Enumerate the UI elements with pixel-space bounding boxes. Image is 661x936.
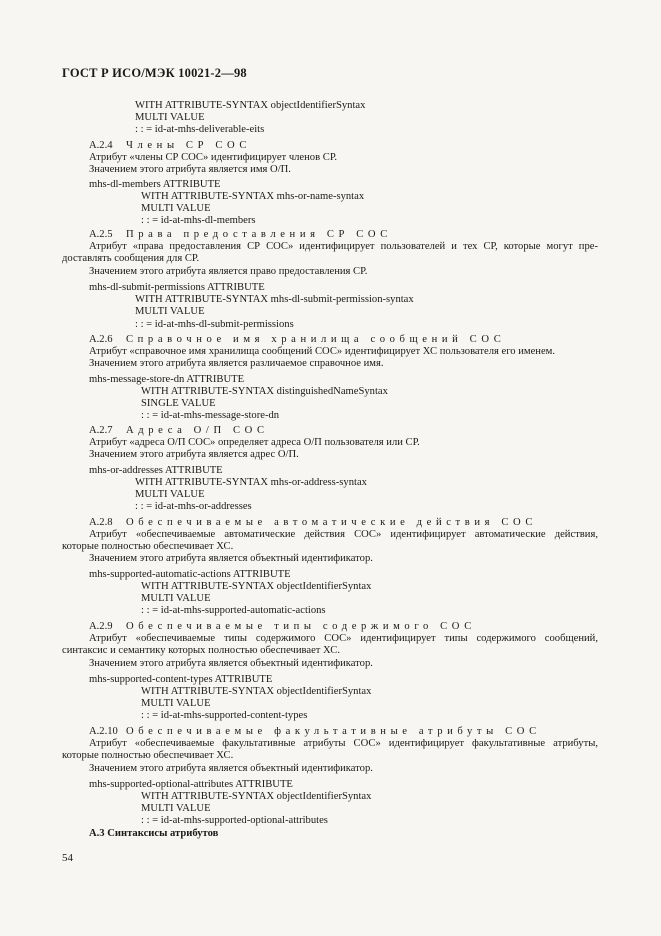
section-heading-a-3: А.3 Синтаксисы атрибутов [89, 828, 219, 839]
paragraph-line: Атрибут «права предоставления СР СОС» идентифицирует пользователей и тех СР, которые могут пре- [89, 241, 598, 252]
section-title: Адреса О/П СОС [126, 425, 269, 436]
code-line: WITH ATTRIBUTE-SYNTAX mhs-or-name-syntax [141, 191, 365, 202]
code-line: mhs-supported-optional-attributes ATTRIBUTE [89, 779, 293, 790]
code-line: MULTI VALUE [141, 203, 211, 214]
code-line: mhs-dl-members ATTRIBUTE [89, 179, 221, 190]
section-heading-a-2-8 [89, 517, 537, 529]
paragraph-line: синтаксис и семантику которых полностью обеспечивает ХС. [62, 645, 341, 656]
section-heading-a-2-5 [89, 229, 392, 241]
paragraph-line: Значением этого атрибута является имя О/П. [89, 164, 291, 175]
code-line: WITH ATTRIBUTE-SYNTAX mhs-dl-submit-permission-syntax [135, 294, 414, 305]
code-line: WITH ATTRIBUTE-SYNTAX distinguishedNameSyntax [141, 386, 388, 397]
code-line: mhs-dl-submit-permissions ATTRIBUTE [89, 282, 265, 293]
section-heading-a-2-7 [89, 425, 269, 437]
paragraph-line: Значением этого атрибута является объектный идентификатор. [89, 553, 373, 564]
paragraph-line: Атрибут «адреса О/П СОС» определяет адреса О/П пользователя или СР. [89, 437, 420, 448]
paragraph-line: Значением этого атрибута является адрес О/П. [89, 449, 299, 460]
page-number: 54 [62, 852, 73, 864]
code-line: MULTI VALUE [135, 112, 205, 123]
section-number: А.2.9 [89, 621, 113, 632]
section-title: Обеспечиваемые автоматические действия СОС [126, 517, 538, 528]
section-number: А.2.7 [89, 425, 113, 436]
section-number: А.2.8 [89, 517, 113, 528]
paragraph-line: Значением этого атрибута является право предоставления СР. [89, 266, 368, 277]
code-line: WITH ATTRIBUTE-SYNTAX objectIdentifierSyntax [135, 100, 366, 111]
code-line: : : = id-at-mhs-message-store-dn [141, 410, 280, 421]
code-line: MULTI VALUE [141, 698, 211, 709]
code-line: : : = id-at-mhs-supported-automatic-actions [141, 605, 326, 616]
code-line: mhs-or-addresses ATTRIBUTE [89, 465, 223, 476]
section-title: Справочное имя хранилища сообщений СОС [126, 334, 506, 345]
paragraph-line: доставлять сообщения для СР. [62, 253, 200, 264]
section-heading-a-2-9 [89, 621, 476, 633]
code-line: MULTI VALUE [135, 489, 205, 500]
paragraph-line: Значением этого атрибута является объектный идентификатор. [89, 763, 373, 774]
document-header: ГОСТ Р ИСО/МЭК 10021-2—98 [62, 66, 247, 80]
code-line: : : = id-at-mhs-or-addresses [135, 501, 252, 512]
section-title: Обеспечиваемые типы содержимого СОС [126, 621, 476, 632]
code-line: MULTI VALUE [141, 803, 211, 814]
code-line: : : = id-at-mhs-dl-members [141, 215, 256, 226]
code-line: MULTI VALUE [141, 593, 211, 604]
code-line: WITH ATTRIBUTE-SYNTAX mhs-or-address-syntax [135, 477, 367, 488]
section-heading-a-2-4 [89, 140, 251, 152]
section-number: А.2.10 [89, 726, 118, 737]
paragraph-line: Атрибут «обеспечиваемые факультативные атрибуты СОС» идентифицирует факультативные атрибуты, [89, 738, 598, 749]
code-line: WITH ATTRIBUTE-SYNTAX objectIdentifierSyntax [141, 581, 372, 592]
code-line: : : = id-at-mhs-supported-optional-attributes [141, 815, 328, 826]
section-title: Обеспечиваемые факультативные атрибуты СОС [126, 726, 541, 737]
section-number: А.2.5 [89, 229, 113, 240]
code-line: : : = id-at-mhs-dl-submit-permissions [135, 319, 294, 330]
code-line: : : = id-at-mhs-supported-content-types [141, 710, 308, 721]
code-line: WITH ATTRIBUTE-SYNTAX objectIdentifierSyntax [141, 686, 372, 697]
section-heading-a-2-6 [89, 334, 505, 346]
paragraph-line: Атрибут «справочное имя хранилища сообщений СОС» идентифицирует ХС пользователя его именем. [89, 346, 556, 357]
paragraph-line: Атрибут «обеспечиваемые автоматические действия СОС» идентифицирует автоматические действия, [89, 529, 598, 540]
code-line: mhs-supported-content-types ATTRIBUTE [89, 674, 273, 685]
section-title: Права предоставления СР СОС [126, 229, 392, 240]
section-title: Члены СР СОС [126, 140, 252, 151]
paragraph-line: Атрибут «члены СР СОС» идентифицирует членов СР. [89, 152, 338, 163]
paragraph-line: которые полностью обеспечивает ХС. [62, 541, 234, 552]
section-number: А.2.4 [89, 140, 113, 151]
code-line: SINGLE VALUE [141, 398, 216, 409]
code-line: : : = id-at-mhs-deliverable-eits [135, 124, 265, 135]
code-line: MULTI VALUE [135, 306, 205, 317]
paragraph-line: Значением этого атрибута является различаемое справочное имя. [89, 358, 384, 369]
code-line: mhs-supported-automatic-actions ATTRIBUTE [89, 569, 291, 580]
paragraph-line: которые полностью обеспечивает ХС. [62, 750, 234, 761]
paragraph-line: Значением этого атрибута является объектный идентификатор. [89, 658, 373, 669]
paragraph-line: Атрибут «обеспечиваемые типы содержимого СОС» идентифицирует типы содержимого сообщений, [89, 633, 598, 644]
code-line: WITH ATTRIBUTE-SYNTAX objectIdentifierSyntax [141, 791, 372, 802]
code-line: mhs-message-store-dn ATTRIBUTE [89, 374, 245, 385]
section-number: А.2.6 [89, 334, 113, 345]
section-heading-a-2-10 [89, 726, 541, 738]
